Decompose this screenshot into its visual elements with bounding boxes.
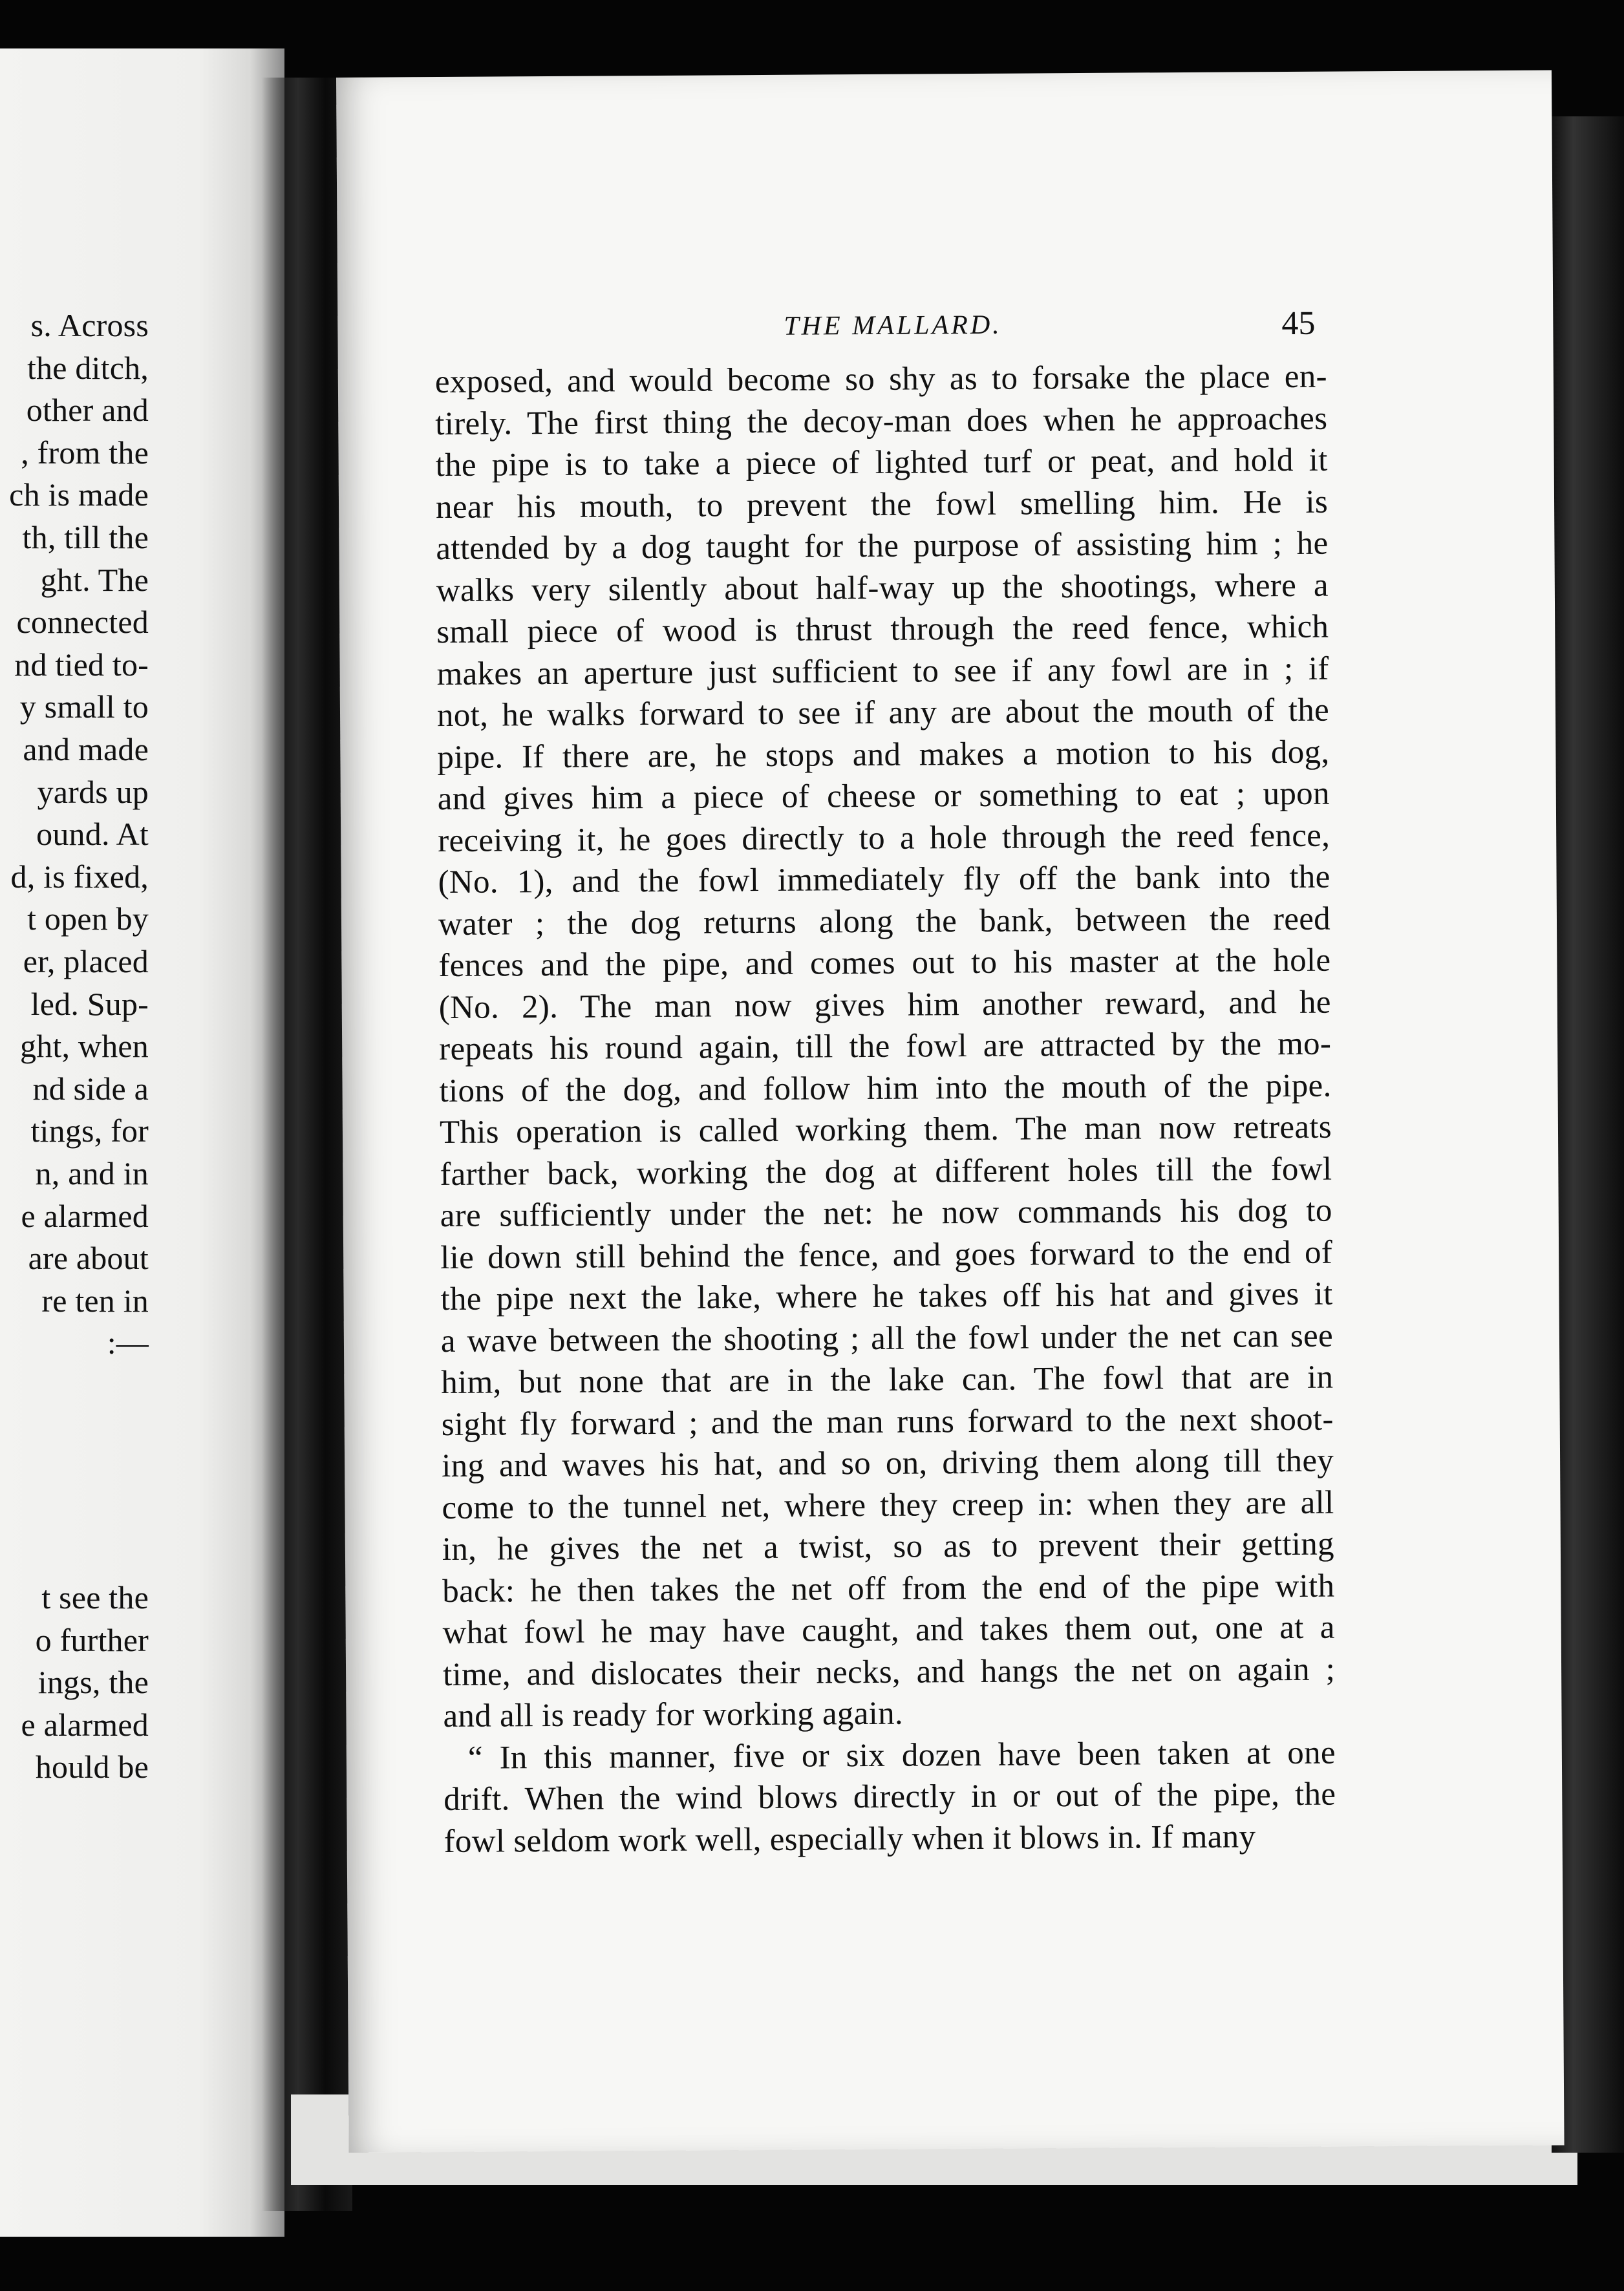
text-line: ing and waves his hat, and so on, driving them along till they xyxy=(441,1442,1334,1485)
text-line: makes an aperture just sufficient to see if any fowl are in ; if xyxy=(436,650,1329,692)
page-number: 45 xyxy=(1281,304,1316,343)
text-line: repeats his round again, till the fowl are attracted by the mo- xyxy=(439,1025,1332,1068)
left-page-line: other and xyxy=(26,392,149,429)
text-line: the pipe is to take a piece of lighted turf or peat, and hold it xyxy=(435,442,1328,484)
left-page-line: and made xyxy=(23,731,149,767)
left-page-line: o further xyxy=(35,1621,149,1658)
text-line: what fowl he may have caught, and takes them out, one at a xyxy=(442,1609,1335,1652)
text-line: (No. 1), and the fowl immediately fly off the bank into the xyxy=(438,858,1330,901)
left-page-line: :— xyxy=(107,1325,149,1361)
running-head: THE MALLARD. xyxy=(784,310,1002,341)
text-line: tirely. The first thing the decoy-man does when he approaches xyxy=(435,400,1328,442)
left-page-line: ght. The xyxy=(40,561,149,598)
paragraph-1 xyxy=(435,356,1336,1738)
text-line: pipe. If there are, he stops and makes a motion to his dog, xyxy=(437,734,1330,776)
text-line: not, he walks forward to see if any are about the mouth of the xyxy=(436,692,1330,734)
left-page-line: t open by xyxy=(27,900,149,937)
left-page-line: th, till the xyxy=(22,519,149,555)
left-page-line: , from the xyxy=(21,434,149,471)
left-page-line: er, placed xyxy=(23,943,149,979)
right-page xyxy=(336,70,1565,2153)
left-page-line: nd tied to- xyxy=(14,646,149,683)
paragraph-2 xyxy=(443,1732,1336,1862)
text-line: and all is ready for working again. xyxy=(443,1695,904,1735)
right-edge-shadow xyxy=(1552,116,1624,2153)
left-page-line: yards up xyxy=(37,773,149,810)
text-line: (No. 2). The man now gives him another reward, and he xyxy=(438,984,1331,1026)
text-line: time, and dislocates their necks, and hangs the net on again ; xyxy=(442,1651,1336,1693)
text-line: This operation is called working them. The man now retreats xyxy=(439,1109,1332,1151)
text-line: back: he then takes the net off from the end of the pipe with xyxy=(442,1568,1335,1610)
left-page-line: hould be xyxy=(35,1749,149,1785)
left-page-line: are about xyxy=(28,1240,149,1277)
left-page-line: ound. At xyxy=(36,816,149,853)
text-line: near his mouth, to prevent the fowl smelling him. He is xyxy=(435,484,1329,526)
left-page-line: re ten in xyxy=(41,1282,149,1319)
left-page-line: t see the xyxy=(41,1579,149,1615)
text-line: receiving it, he goes directly to a hole through the reed fence, xyxy=(438,817,1330,859)
text-line: fowl seldom work well, especially when it blows in. If many xyxy=(443,1818,1256,1860)
text-line: lie down still behind the fence, and goes forward to the end of xyxy=(440,1234,1333,1276)
text-line: tions of the dog, and follow him into the mouth of the pipe. xyxy=(439,1067,1332,1109)
left-page-line: ings, the xyxy=(37,1664,149,1701)
text-line: small piece of wood is thrust through the reed fence, which xyxy=(436,608,1329,651)
left-page xyxy=(0,48,284,2237)
left-page-line: ght, when xyxy=(20,1028,149,1065)
left-page-line: n, and in xyxy=(35,1155,149,1191)
left-page-line: the ditch, xyxy=(27,349,149,386)
left-page-line: ch is made xyxy=(9,476,149,513)
text-line: come to the tunnel net, where they creep in: when they are all xyxy=(442,1484,1334,1526)
text-line: fences and the pipe, and comes out to his master at the hole xyxy=(438,942,1331,985)
text-line: and gives him a piece of cheese or something to eat ; upon xyxy=(437,775,1330,818)
text-line: “ In this manner, five or six dozen have been taken at one xyxy=(467,1734,1336,1776)
left-page-line: connected xyxy=(16,604,149,641)
body-text xyxy=(435,356,1336,1862)
text-line: the pipe next the lake, where he takes off his hat and gives it xyxy=(440,1275,1333,1318)
text-line: him, but none that are in the lake can. The fowl that are in xyxy=(441,1359,1334,1401)
text-line: in, he gives the net a twist, so as to prevent their getting xyxy=(442,1526,1335,1568)
left-page-line: e alarmed xyxy=(21,1197,149,1234)
text-line: a wave between the shooting ; all the fowl under the net can see xyxy=(440,1317,1334,1359)
left-page-text xyxy=(0,48,284,2237)
left-page-line: e alarmed xyxy=(21,1706,149,1743)
left-page-line: d, is fixed, xyxy=(10,858,149,895)
left-page-line: led. Sup- xyxy=(30,985,149,1022)
text-line: attended by a dog taught for the purpose of assisting him ; he xyxy=(436,525,1329,568)
text-line: are sufficiently under the net: he now commands his dog to xyxy=(440,1192,1332,1235)
text-line: sight fly forward ; and the man runs forward to the next shoot- xyxy=(441,1401,1334,1443)
text-line: walks very silently about half-way up the shootings, where a xyxy=(436,567,1329,609)
left-page-line: tings, for xyxy=(30,1113,149,1149)
text-line: farther back, working the dog at different holes till the fowl xyxy=(440,1151,1332,1193)
left-page-line: nd side a xyxy=(32,1070,149,1107)
text-line: drift. When the wind blows directly in or out of the pipe, the xyxy=(443,1776,1336,1818)
left-page-line: s. Across xyxy=(30,307,149,343)
text-line: water ; the dog returns along the bank, between the reed xyxy=(438,900,1331,943)
text-line: exposed, and would become so shy as to forsake the place en- xyxy=(434,358,1328,401)
left-page-line: y small to xyxy=(19,688,149,725)
